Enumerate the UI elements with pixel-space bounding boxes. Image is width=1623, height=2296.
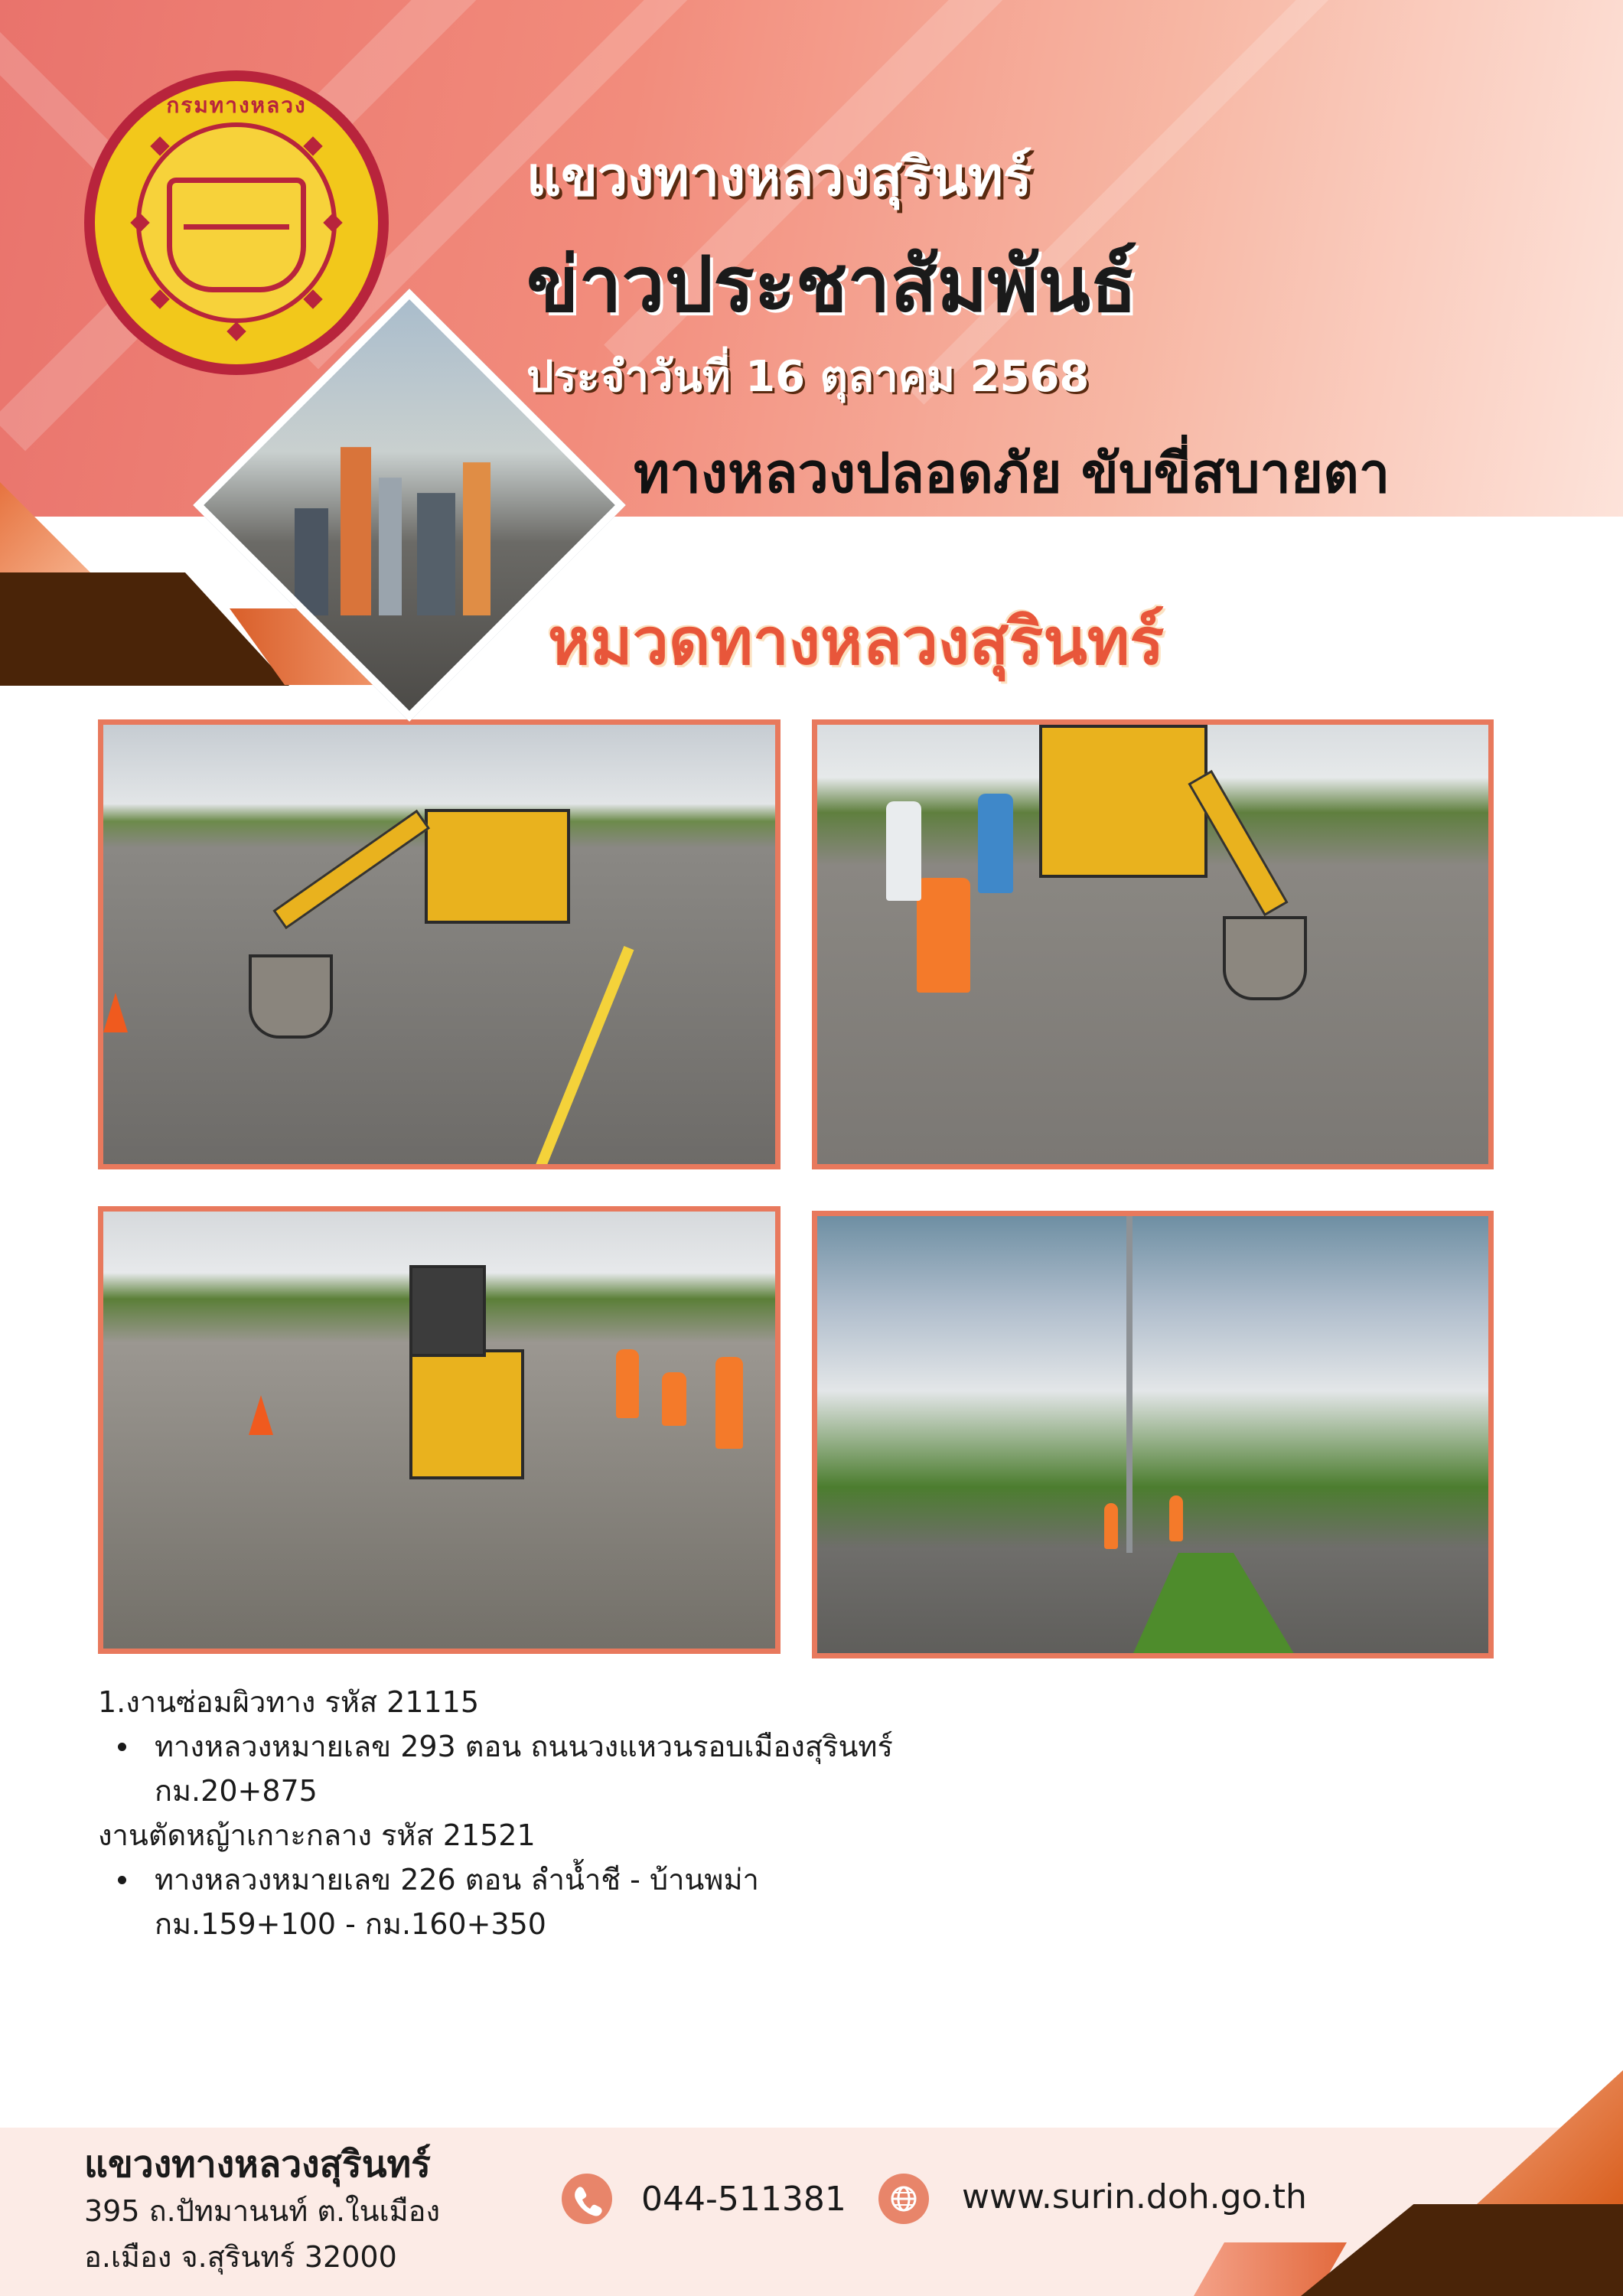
footer-phone: 044-511381: [641, 2180, 846, 2219]
job2-item: [98, 1857, 940, 1946]
slogan: ทางหลวงปลอดภัย ขับขี่สบายตา: [634, 441, 1390, 505]
work-details: [98, 1680, 940, 1946]
photo-median-grass-cutting: [812, 1211, 1494, 1658]
photo-backhoe-road-repair: [98, 719, 781, 1169]
section-title: หมวดทางหลวงสุรินทร์: [548, 604, 1165, 679]
job2-item-line2: กม.159+100 - กม.160+350: [155, 1907, 546, 1941]
job2-item-line1: ทางหลวงหมายเลข 226 ตอน ลำน้ำชี - บ้านพม่า: [155, 1863, 759, 1896]
seal-text: กรมทางหลวง: [166, 93, 307, 118]
footer-website: www.surin.doh.go.th: [962, 2177, 1307, 2216]
org-title: แขวงทางหลวงสุรินทร์: [526, 145, 1032, 208]
phone-icon: [562, 2174, 612, 2224]
globe-icon: [878, 2174, 929, 2224]
date-line: ประจำวันที่ 16 ตุลาคม 2568: [526, 352, 1090, 402]
job1-item: [98, 1724, 940, 1813]
news-title: ข่าวประชาสัมพันธ์: [526, 240, 1137, 329]
job1-item-line1: ทางหลวงหมายเลข 293 ตอน ถนนวงแหวนรอบเมืองสุรินทร์: [155, 1730, 893, 1763]
footer-org-name: แขวงทางหลวงสุรินทร์: [84, 2143, 431, 2186]
footer-address-line2: อ.เมือง จ.สุรินทร์ 32000: [84, 2240, 397, 2274]
job1-title: 1.งานซ่อมผิวทาง รหัส 21115: [98, 1685, 480, 1719]
department-seal-logo: [84, 70, 389, 375]
job1-item-line2: กม.20+875: [155, 1774, 318, 1808]
job2-title: งานตัดหญ้าเกาะกลาง รหัส 21521: [98, 1818, 536, 1852]
footer-address-line1: 395 ถ.ปัทมานนท์ ต.ในเมือง: [84, 2194, 441, 2228]
photo-road-roller: [98, 1206, 781, 1654]
photo-workers-patching: [812, 719, 1494, 1169]
